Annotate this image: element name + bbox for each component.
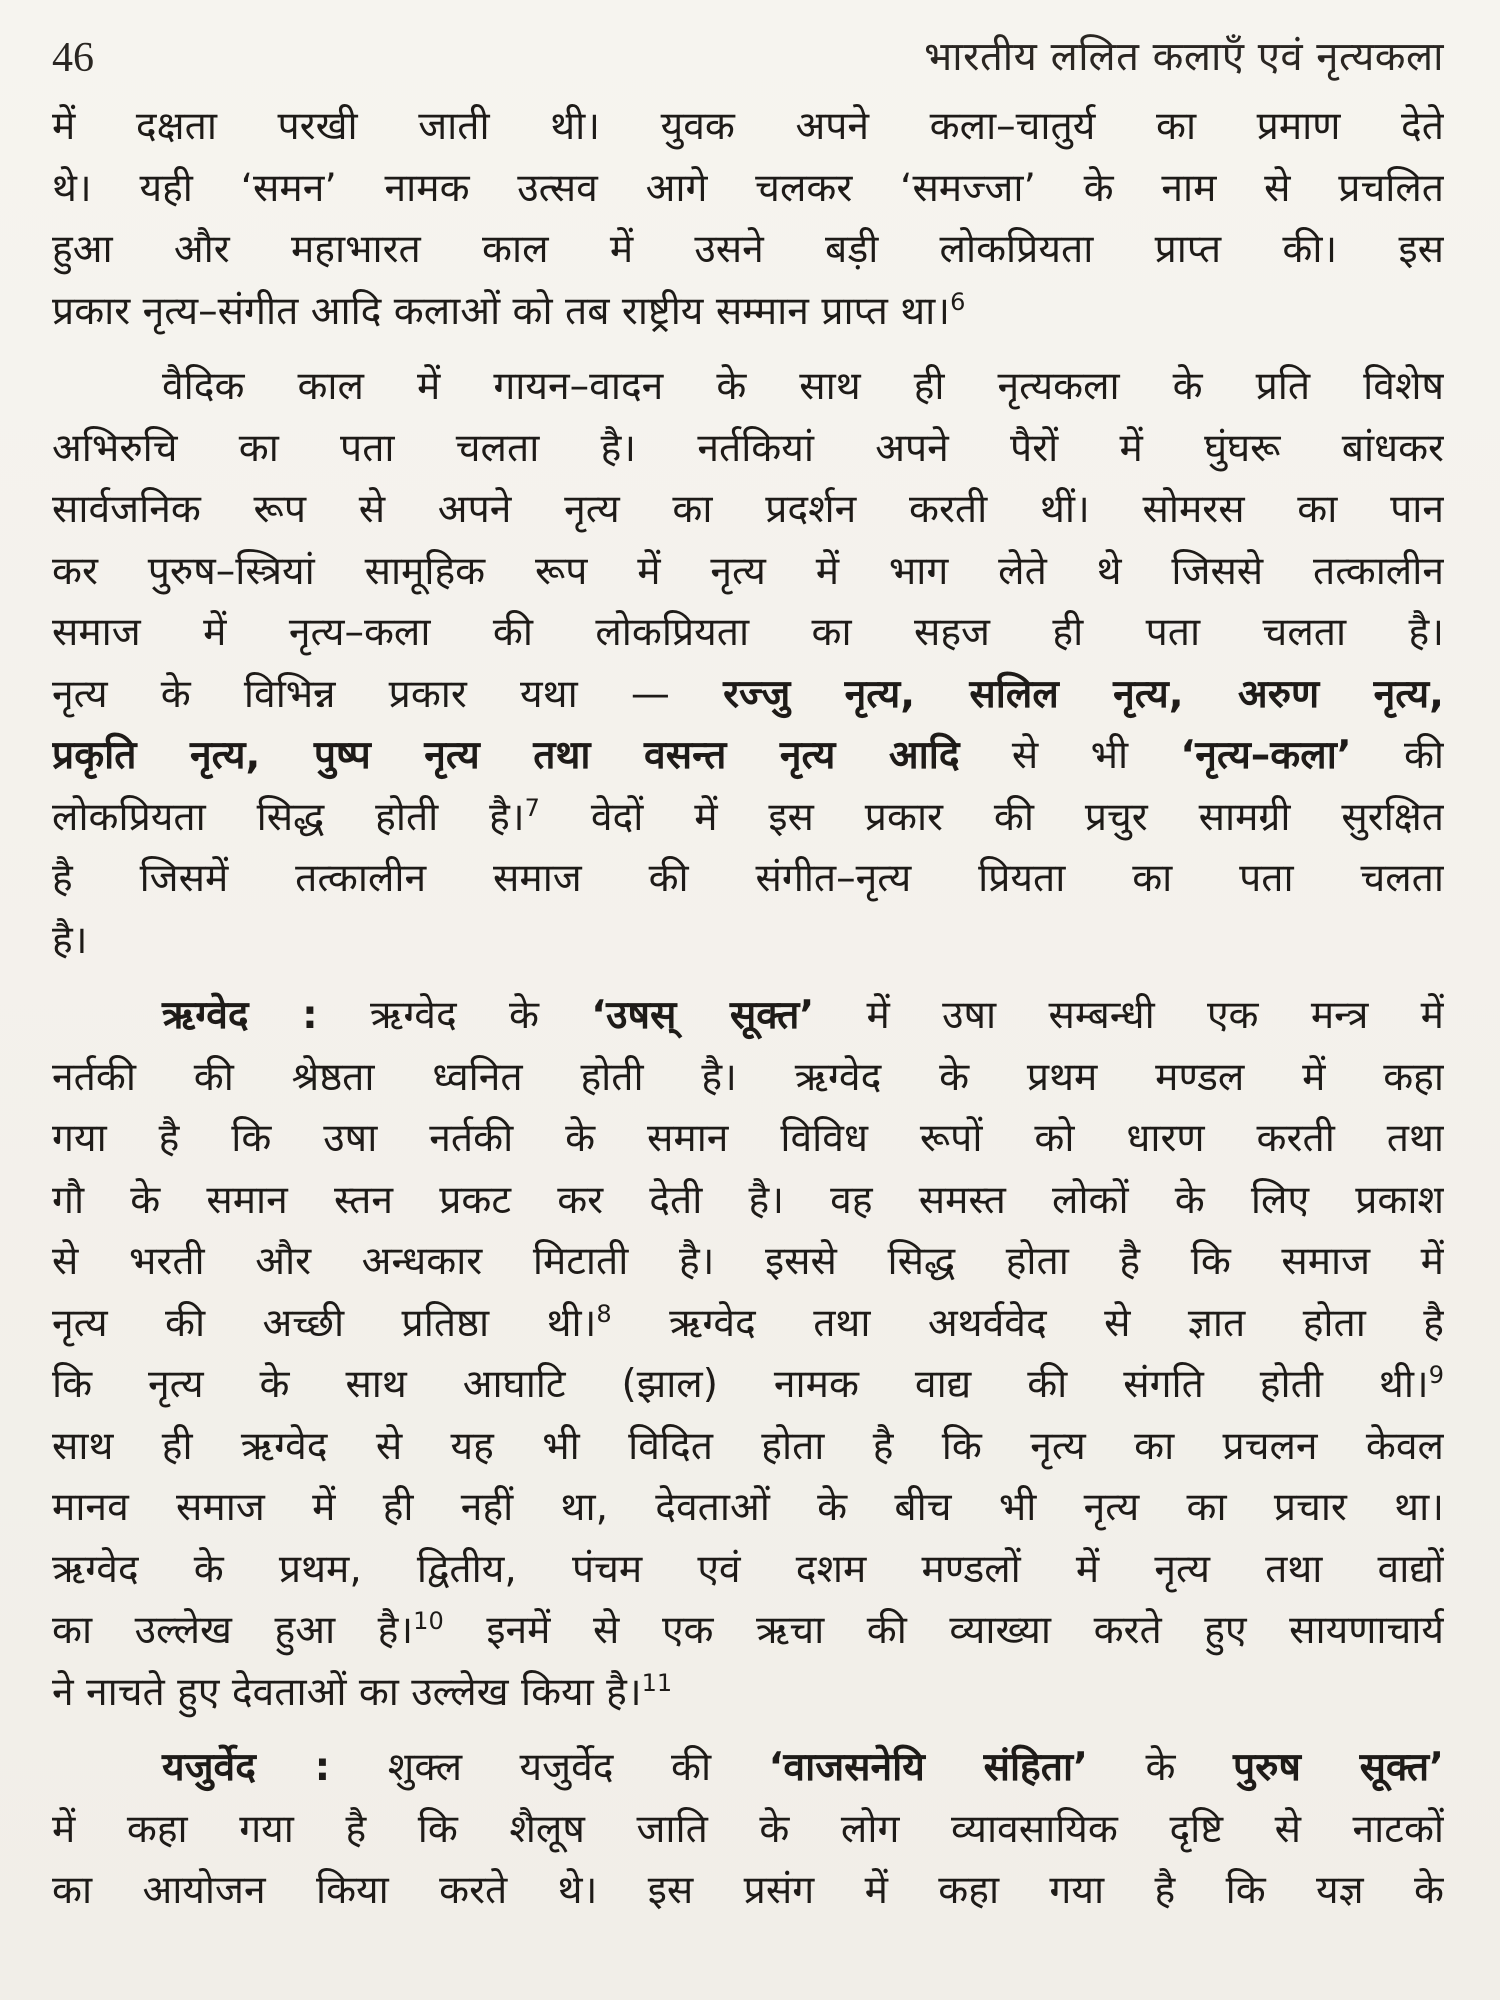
footnote-ref-11[interactable]: 11 [641, 1668, 673, 1697]
bold-term: ‘वाजसनेयि संहिता’ [768, 1745, 1088, 1790]
text-line: कर पुरुष–स्त्रियां सामूहिक रूप में नृत्य में भाग लेते थे जिससे तत्कालीन [52, 548, 1444, 594]
bold-term: पुरुष सूक्त’ [1232, 1745, 1444, 1790]
footnote-ref-8[interactable]: 8 [596, 1299, 612, 1328]
text-line [52, 787, 1444, 849]
paragraph-1 [52, 96, 1444, 342]
text-span: ऋग्वेद के [370, 993, 539, 1038]
text-span: वेदों में इस प्रकार की प्रचुर सामग्री सुरक्षित [590, 794, 1444, 840]
text-line: का आयोजन किया करते थे। इस प्रसंग में कहा गया है कि यज्ञ के [52, 1868, 1444, 1913]
text-line [52, 1662, 1444, 1724]
text-span: से भी [1011, 733, 1129, 778]
footnote-ref-7[interactable]: 7 [524, 793, 540, 822]
text-line: है जिसमें तत्कालीन समाज की संगीत–नृत्य प्रियता का पता चलता [52, 856, 1444, 901]
bold-term: ‘उषस् सूक्त’ [591, 993, 815, 1038]
text-span: शुक्ल यजुर्वेद की [387, 1745, 712, 1790]
text-span: प्रकार नृत्य–संगीत आदि कलाओं को तब राष्ट्रीय सम्मान प्राप्त था। [52, 288, 951, 334]
footnote-ref-6[interactable]: 6 [950, 287, 966, 316]
text-line: में दक्षता परखी जाती थी। युवक अपने कला–चातुर्य का प्रमाण देते [52, 104, 1444, 149]
text-span: का उल्लेख हुआ है। [52, 1608, 414, 1653]
paragraph-2 [52, 356, 1444, 971]
body-text [52, 96, 1444, 1922]
footnote-ref-10[interactable]: 10 [413, 1607, 444, 1635]
text-line [52, 1293, 1444, 1355]
text-line [52, 1737, 1444, 1799]
text-line: में कहा गया है कि शैलूष जाति के लोग व्यावसायिक दृष्टि से नाटकों [52, 1806, 1444, 1852]
text-line: ऋग्वेद के प्रथम, द्वितीय, पंचम एवं दशम मण्डलों में नृत्य तथा वाद्यों [52, 1546, 1444, 1592]
text-line: अभिरुचि का पता चलता है। नर्तकियां अपने पैरों में घुंघरू बांधकर [52, 425, 1444, 471]
text-line: हुआ और महाभारत काल में उसने बड़ी लोकप्रियता प्राप्त की। इस [52, 227, 1444, 272]
text-line: सार्वजनिक रूप से अपने नृत्य का प्रदर्शन करती थीं। सोमरस का पान [52, 487, 1444, 532]
text-line [52, 1354, 1444, 1416]
text-span: नृत्य के विभिन्न प्रकार यथा — [52, 671, 670, 717]
text-line: गया है कि उषा नर्तकी के समान विविध रूपों को धारण करती तथा [52, 1116, 1444, 1161]
text-line: साथ ही ऋग्वेद से यह भी विदित होता है कि नृत्य का प्रचलन केवल [52, 1423, 1444, 1469]
text-line: है। [52, 917, 88, 963]
bold-term: प्रकृति नृत्य, पुष्प नृत्य तथा वसन्त नृत्य आदि [52, 733, 960, 778]
text-line [52, 725, 1444, 787]
paragraph-yajurveda [52, 1737, 1444, 1922]
text-span: कि नृत्य के साथ आघाटि (झाल) नामक वाद्य की संगति होती थी। [52, 1362, 1429, 1407]
paragraph-rigveda [52, 985, 1444, 1723]
text-line [52, 281, 1444, 343]
text-line: वैदिक काल में गायन–वादन के साथ ही नृत्यकला के प्रति विशेष [162, 364, 1444, 409]
bold-term: रज्जु नृत्य, सलिल नृत्य, अरुण नृत्य, [723, 671, 1444, 717]
text-span: नृत्य की अच्छी प्रतिष्ठा थी। [52, 1300, 597, 1346]
running-title: भारतीय ललित कलाएँ एवं नृत्यकला [924, 34, 1444, 80]
text-span: ने नाचते हुए देवताओं का उल्लेख किया है। [52, 1669, 642, 1715]
footnote-ref-9[interactable]: 9 [1428, 1361, 1444, 1389]
text-line [52, 985, 1444, 1047]
text-span: इनमें से एक ऋचा की व्याख्या करते हुए सायणाचार्य [486, 1608, 1444, 1653]
section-heading-yajurveda: यजुर्वेद : [162, 1745, 331, 1790]
text-line [52, 1600, 1444, 1662]
bold-term: ‘नृत्य–कला’ [1180, 733, 1352, 778]
text-span: ऋग्वेद तथा अथर्ववेद से ज्ञात होता है [669, 1300, 1444, 1346]
text-span: के [1145, 1745, 1176, 1790]
text-line: मानव समाज में ही नहीं था, देवताओं के बीच भी नृत्य का प्रचार था। [52, 1485, 1444, 1530]
text-line: समाज में नृत्य–कला की लोकप्रियता का सहज ही पता चलता है। [52, 610, 1444, 655]
text-span: की [1403, 733, 1444, 778]
text-span: लोकप्रियता सिद्ध होती है। [52, 794, 525, 840]
text-line: से भरती और अन्धकार मिटाती है। इससे सिद्ध होता है कि समाज में [52, 1239, 1444, 1284]
page-number: 46 [52, 35, 94, 81]
text-line [52, 664, 1444, 726]
text-span: में उषा सम्बन्धी एक मन्त्र में [866, 993, 1444, 1038]
text-line: थे। यही ‘समन’ नामक उत्सव आगे चलकर ‘समज्जा’ के नाम से प्रचलित [52, 165, 1444, 211]
text-line: गौ के समान स्तन प्रकट कर देती है। वह समस्त लोकों के लिए प्रकाश [52, 1177, 1444, 1223]
text-line: नर्तकी की श्रेष्ठता ध्वनित होती है। ऋग्वेद के प्रथम मण्डल में कहा [52, 1054, 1444, 1100]
section-heading-rigveda: ऋग्वेद : [162, 993, 318, 1038]
page-header [52, 24, 1444, 82]
